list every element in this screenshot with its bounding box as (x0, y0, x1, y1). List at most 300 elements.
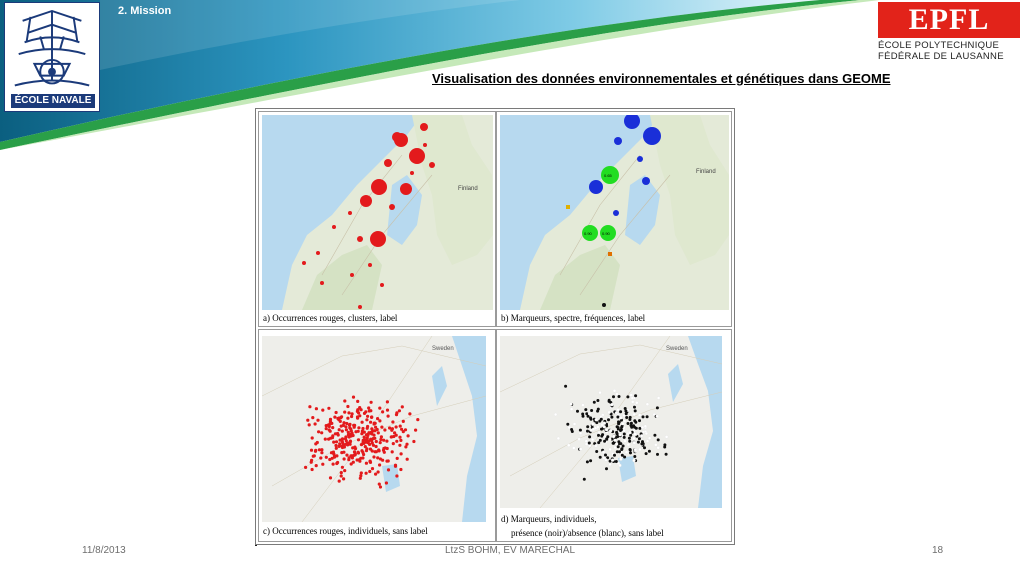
occurrence-dot (361, 421, 364, 424)
occurrence-dot (367, 406, 370, 409)
absence-dot (578, 438, 581, 441)
occurrence-dot (369, 421, 372, 424)
occurrence-dot (320, 431, 323, 434)
presence-dot (634, 421, 637, 424)
occurrence-dot (335, 411, 338, 414)
cluster-marker (320, 281, 324, 285)
presence-dot (645, 452, 648, 455)
epfl-subtitle-line2: FÉDÉRALE DE LAUSANNE (878, 51, 1004, 62)
occurrence-dot (344, 437, 347, 440)
presence-dot (605, 467, 608, 470)
presence-dot (656, 453, 659, 456)
presence-dot (612, 395, 615, 398)
presence-dot (603, 440, 606, 443)
occurrence-dot (335, 454, 338, 457)
occurrence-dot (314, 450, 317, 453)
cluster-marker (360, 195, 372, 207)
occurrence-dot (312, 455, 315, 458)
presence-dot (638, 419, 641, 422)
presence-dot (627, 422, 630, 425)
cluster-marker (371, 179, 387, 195)
occurrence-dot (325, 424, 328, 427)
absence-dot (631, 400, 634, 403)
presence-dot (586, 425, 589, 428)
absence-dot (644, 425, 647, 428)
presence-dot (610, 416, 613, 419)
panel-c-map (262, 336, 486, 522)
absence-dot (640, 434, 643, 437)
marker-blue (614, 137, 622, 145)
occurrence-dot (414, 429, 417, 432)
occurrence-dot (395, 434, 398, 437)
occurrence-dot (400, 452, 403, 455)
occurrence-dot (336, 461, 339, 464)
presence-dot (595, 450, 598, 453)
occurrence-dot (395, 440, 398, 443)
presence-dot (588, 442, 591, 445)
occurrence-dot (357, 438, 360, 441)
slide-title: Visualisation des données environnementales et génétiques dans GEOME (432, 71, 891, 86)
absence-dot (625, 451, 628, 454)
occurrence-dot (368, 409, 371, 412)
occurrence-dot (376, 456, 379, 459)
occurrence-dot (378, 483, 381, 486)
occurrence-dot (391, 427, 394, 430)
absence-dot (635, 401, 638, 404)
occurrence-dot (401, 405, 404, 408)
presence-dot (646, 415, 649, 418)
absence-dot (634, 433, 637, 436)
presence-dot (626, 395, 629, 398)
occurrence-dot (335, 440, 338, 443)
presence-dot (623, 436, 626, 439)
presence-dot (653, 434, 656, 437)
occurrence-dot (376, 417, 379, 420)
occurrence-dot (352, 461, 355, 464)
presence-dot (617, 440, 620, 443)
occurrence-dot (363, 431, 366, 434)
occurrence-dot (378, 463, 381, 466)
absence-dot (591, 438, 594, 441)
occurrence-dot (366, 415, 369, 418)
cluster-marker (384, 159, 392, 167)
occurrence-dot (340, 425, 343, 428)
absence-dot (596, 426, 599, 429)
presence-dot (604, 454, 607, 457)
occurrence-dot (406, 458, 409, 461)
absence-dot (612, 435, 615, 438)
occurrence-dot (353, 426, 356, 429)
presence-dot (593, 401, 596, 404)
figure-grid (255, 108, 735, 545)
occurrence-dot (380, 426, 383, 429)
occurrence-dot (338, 480, 341, 483)
cluster-marker (348, 211, 352, 215)
occurrence-dot (336, 417, 339, 420)
occurrence-dot (391, 450, 394, 453)
occurrence-dot (334, 444, 337, 447)
presence-dot (637, 441, 640, 444)
occurrence-dot (346, 405, 349, 408)
occurrence-dot (321, 409, 324, 412)
marker-blue (637, 156, 643, 162)
occurrence-dot (325, 456, 328, 459)
occurrence-dot (372, 455, 375, 458)
presence-dot (642, 415, 645, 418)
panel-b-caption: b) Marqueurs, spectre, fréquences, label (501, 313, 646, 323)
occurrence-dot (324, 438, 327, 441)
occurrence-dot (359, 477, 362, 480)
occurrence-dot (348, 423, 351, 426)
occurrence-dot (308, 423, 311, 426)
occurrence-dot (370, 431, 373, 434)
cluster-marker (370, 231, 386, 247)
occurrence-dot (376, 428, 379, 431)
occurrence-dot (370, 439, 373, 442)
absence-dot (615, 443, 618, 446)
absence-dot (619, 416, 622, 419)
occurrence-dot (339, 420, 342, 423)
absence-dot (605, 428, 608, 431)
presence-dot (643, 446, 646, 449)
absence-dot (657, 397, 660, 400)
presence-dot (633, 426, 636, 429)
cluster-marker (389, 204, 395, 210)
presence-dot (590, 409, 593, 412)
occurrence-dot (386, 400, 389, 403)
absence-dot (579, 432, 582, 435)
occurrence-dot (353, 446, 356, 449)
occurrence-dot (388, 426, 391, 429)
absence-dot (611, 459, 614, 462)
occurrence-dot (412, 440, 415, 443)
occurrence-dot (381, 459, 384, 462)
occurrence-dot (331, 426, 334, 429)
presence-dot (623, 456, 626, 459)
presence-dot (599, 439, 602, 442)
occurrence-dot (407, 434, 410, 437)
presence-dot (608, 399, 611, 402)
occurrence-dot (392, 442, 395, 445)
cluster-marker (357, 236, 363, 242)
presence-dot (625, 412, 628, 415)
presence-dot (586, 460, 589, 463)
occurrence-dot (357, 451, 360, 454)
occurrence-dot (387, 415, 390, 418)
occurrence-dot (361, 456, 364, 459)
presence-dot (597, 408, 600, 411)
occurrence-dot (398, 444, 401, 447)
occurrence-dot (343, 469, 346, 472)
absence-dot (630, 394, 633, 397)
absence-dot (624, 440, 627, 443)
absence-dot (568, 426, 571, 429)
absence-dot (646, 403, 649, 406)
marker-blue (589, 180, 603, 194)
occurrence-dot (338, 445, 341, 448)
occurrence-dot (342, 421, 345, 424)
presence-dot (597, 434, 600, 437)
presence-dot (620, 448, 623, 451)
occurrence-dot (304, 466, 307, 469)
occurrence-dot (370, 416, 373, 419)
cluster-marker (410, 171, 414, 175)
presence-dot (630, 422, 633, 425)
occurrence-dot (399, 425, 402, 428)
presence-dot (581, 413, 584, 416)
presence-dot (589, 459, 592, 462)
occurrence-dot (402, 420, 405, 423)
occurrence-dot (340, 471, 343, 474)
panel-a-caption: a) Occurrences rouges, clusters, label (263, 313, 398, 323)
cluster-label: 0.65 (604, 173, 612, 178)
occurrence-dot (385, 440, 388, 443)
occurrence-dot (347, 458, 350, 461)
marker-yellow (566, 205, 570, 209)
occurrence-dot (340, 474, 343, 477)
marker-orange (608, 252, 612, 256)
presence-dot (607, 418, 610, 421)
absence-dot (570, 408, 573, 411)
occurrence-dot (329, 476, 332, 479)
occurrence-dot (375, 440, 378, 443)
occurrence-dot (398, 409, 401, 412)
marker-blue (643, 127, 661, 145)
presence-dot (585, 412, 588, 415)
marker-black (602, 303, 606, 307)
occurrence-dot (398, 436, 401, 439)
absence-dot (610, 403, 613, 406)
occurrence-dot (379, 438, 382, 441)
occurrence-dot (321, 463, 324, 466)
occurrence-dot (310, 461, 313, 464)
occurrence-dot (371, 467, 374, 470)
occurrence-dot (396, 457, 399, 460)
occurrence-dot (308, 405, 311, 408)
presence-dot (617, 445, 620, 448)
panel-c (258, 329, 496, 542)
ecole-navale-logo (4, 2, 100, 112)
absence-dot (633, 459, 636, 462)
cluster-label: 0.90 (584, 231, 592, 236)
absence-dot (633, 441, 636, 444)
absence-dot (588, 412, 591, 415)
occurrence-dot (345, 454, 348, 457)
absence-dot (609, 429, 612, 432)
absence-dot (629, 431, 632, 434)
absence-dot (613, 389, 616, 392)
absence-dot (618, 464, 621, 467)
absence-dot (621, 422, 624, 425)
occurrence-dot (404, 445, 407, 448)
absence-dot (648, 437, 651, 440)
absence-dot (656, 415, 659, 418)
panel-d-map-label: Sweden (666, 346, 688, 352)
presence-dot (570, 428, 573, 431)
occurrence-dot (347, 411, 350, 414)
occurrence-dot (346, 443, 349, 446)
occurrence-dot (349, 454, 352, 457)
epfl-logo (876, 2, 1022, 64)
cluster-marker (358, 305, 362, 309)
occurrence-dot (350, 429, 353, 432)
occurrence-dot (361, 451, 364, 454)
cluster-marker (316, 251, 320, 255)
presence-dot (588, 435, 591, 438)
occurrence-dot (357, 430, 360, 433)
occurrence-dot (319, 456, 322, 459)
occurrence-dot (311, 416, 314, 419)
occurrence-dot (382, 439, 385, 442)
absence-dot (594, 444, 597, 447)
presence-dot (620, 425, 623, 428)
occurrence-dot (416, 418, 419, 421)
absence-dot (595, 418, 598, 421)
presence-dot (617, 426, 620, 429)
panel-b (496, 111, 732, 327)
absence-dot (614, 446, 617, 449)
occurrence-dot (377, 470, 380, 473)
presence-dot (616, 416, 619, 419)
occurrence-dot (338, 428, 341, 431)
cluster-marker (350, 273, 354, 277)
occurrence-dot (335, 447, 338, 450)
presence-dot (630, 426, 633, 429)
presence-dot (629, 451, 632, 454)
epfl-wordmark: EPFL (908, 3, 990, 36)
occurrence-dot (336, 432, 339, 435)
occurrence-dot (387, 459, 390, 462)
occurrence-dot (395, 474, 398, 477)
absence-dot (609, 463, 612, 466)
presence-dot (618, 450, 621, 453)
occurrence-dot (374, 422, 377, 425)
cluster-marker (394, 133, 408, 147)
occurrence-dot (357, 411, 360, 414)
occurrence-dot (332, 441, 335, 444)
presence-dot (606, 435, 609, 438)
occurrence-dot (387, 468, 390, 471)
presence-dot (634, 409, 637, 412)
footer-date: 11/8/2013 (82, 545, 126, 556)
presence-dot (622, 445, 625, 448)
occurrence-dot (365, 462, 368, 465)
marker-blue (613, 210, 619, 216)
occurrence-dot (314, 422, 317, 425)
panel-b-map (500, 115, 729, 310)
cluster-marker (400, 183, 412, 195)
presence-dot (656, 406, 659, 409)
presence-dot (628, 418, 631, 421)
occurrence-dot (378, 419, 381, 422)
occurrence-dot (306, 419, 309, 422)
marker-blue (642, 177, 650, 185)
occurrence-dot (316, 419, 319, 422)
epfl-subtitle-line1: ÉCOLE POLYTECHNIQUE (878, 40, 1000, 51)
cluster-marker (429, 162, 435, 168)
occurrence-dot (370, 401, 373, 404)
presence-dot (617, 420, 620, 423)
panel-a-map (262, 115, 493, 310)
cluster-marker (420, 123, 428, 131)
presence-dot (564, 385, 567, 388)
presence-dot (601, 433, 604, 436)
presence-dot (576, 410, 579, 413)
absence-dot (588, 444, 591, 447)
presence-dot (648, 450, 651, 453)
occurrence-dot (366, 427, 369, 430)
cluster-marker (302, 261, 306, 265)
absence-dot (554, 413, 557, 416)
occurrence-dot (382, 449, 385, 452)
panel-b-map-label: Finland (696, 169, 716, 175)
presence-dot (619, 429, 622, 432)
absence-dot (614, 439, 617, 442)
cluster-label: 0.90 (602, 231, 610, 236)
absence-dot (609, 448, 612, 451)
occurrence-dot (365, 418, 368, 421)
absence-dot (619, 433, 622, 436)
absence-dot (591, 423, 594, 426)
absence-dot (638, 448, 641, 451)
epfl-red-box (878, 2, 1020, 38)
absence-dot (572, 447, 575, 450)
presence-dot (618, 395, 621, 398)
presence-dot (615, 431, 618, 434)
presence-dot (629, 449, 632, 452)
occurrence-dot (343, 411, 346, 414)
presence-dot (633, 455, 636, 458)
occurrence-dot (333, 416, 336, 419)
cluster-marker (409, 148, 425, 164)
footer-page-number: 18 (932, 545, 944, 556)
presence-dot (613, 454, 616, 457)
occurrence-dot (352, 454, 355, 457)
occurrence-dot (362, 441, 365, 444)
presence-dot (624, 407, 627, 410)
presence-dot (612, 442, 615, 445)
occurrence-dot (386, 447, 389, 450)
absence-dot (581, 404, 584, 407)
occurrence-dot (330, 451, 333, 454)
occurrence-dot (328, 428, 331, 431)
occurrence-dot (352, 396, 355, 399)
presence-dot (600, 428, 603, 431)
absence-dot (619, 458, 622, 461)
occurrence-dot (377, 431, 380, 434)
absence-dot (638, 414, 641, 417)
absence-dot (665, 435, 668, 438)
presence-dot (657, 438, 660, 441)
occurrence-dot (385, 481, 388, 484)
panel-d (496, 329, 732, 542)
panel-d-caption-line2: présence (noir)/absence (blanc), sans label (511, 528, 664, 538)
occurrence-dot (341, 441, 344, 444)
absence-dot (602, 451, 605, 454)
occurrence-dot (349, 440, 352, 443)
occurrence-dot (370, 427, 373, 430)
occurrence-dot (348, 426, 351, 429)
panel-d-map (500, 336, 722, 508)
presence-dot (596, 399, 599, 402)
absence-dot (632, 437, 635, 440)
footer-author: LtzS BOHM, EV MARECHAL (445, 545, 576, 556)
occurrence-dot (340, 415, 343, 418)
absence-dot (598, 431, 601, 434)
panel-c-caption: c) Occurrences rouges, individuels, sans label (263, 526, 428, 536)
panel-a (258, 111, 496, 327)
occurrence-dot (374, 473, 377, 476)
